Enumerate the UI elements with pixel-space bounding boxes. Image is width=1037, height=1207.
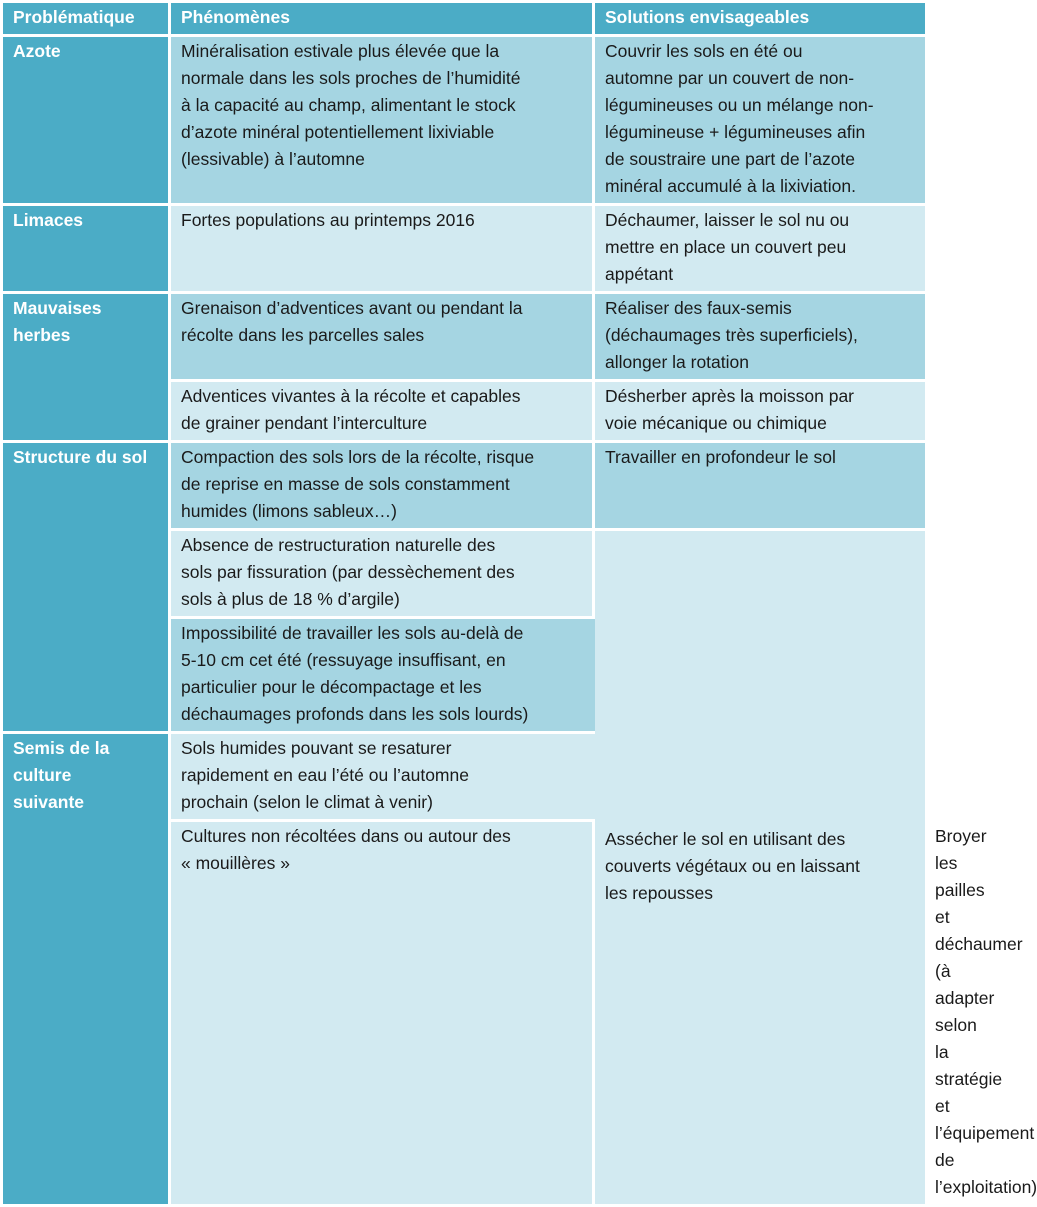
phenomene-cell: Adventices vivantes à la récolte et capables de grainer pendant l’interculture <box>171 382 595 443</box>
header-row <box>3 3 925 37</box>
header-solutions: Solutions envisageables <box>595 3 925 37</box>
table-row-structure-sol <box>3 443 925 531</box>
table-row-limaces <box>3 206 925 294</box>
phenomene-cell: Minéralisation estivale plus élevée que la normale dans les sols proches de l’humidité à la capacité au champ, alimentant le stock d’azote minéral potentiellement lixiviable (lessivable) à l’automne <box>171 37 595 206</box>
problem-cell: Limaces <box>3 206 171 294</box>
phenomene-cell: Grenaison d’adventices avant ou pendant la récolte dans les parcelles sales <box>171 294 595 382</box>
phenomene-cell: Absence de restructuration naturelle des sols par fissuration (par dessèchement des sols à plus de 18 % d’argile) <box>171 531 595 619</box>
solution-cell: Travailler en profondeur le sol <box>595 443 925 531</box>
solution-cell: Déchaumer, laisser le sol nu ou mettre en place un couvert peu appétant <box>595 206 925 294</box>
phenomene-cell: Sols humides pouvant se resaturer rapidement en eau l’été ou l’automne prochain (selon le climat à venir) <box>171 734 595 822</box>
problems-table <box>3 3 1037 1207</box>
solution-cell: Désherber après la moisson par voie mécanique ou chimique <box>595 382 925 443</box>
header-problematique: Problématique <box>3 3 171 37</box>
problem-cell: Azote <box>3 37 171 206</box>
header-phenomenes: Phénomènes <box>171 3 595 37</box>
solution-cell-shared: Assécher le sol en utilisant des couverts végétaux ou en laissant les repousses <box>595 531 925 1207</box>
problem-cell: Semis de la culture suivante <box>3 734 171 1207</box>
phenomene-cell: Fortes populations au printemps 2016 <box>171 206 595 294</box>
problem-cell: Structure du sol <box>3 443 171 734</box>
table-row-semis-2: Cultures non récoltées dans ou autour des « mouillères » Broyer les pailles et déchaumer (à adapter selon la stratégie et l’équipement de l’exploitation) <box>3 822 925 1207</box>
phenomene-cell: Impossibilité de travailler les sols au-delà de 5-10 cm cet été (ressuyage insuffisant, en particulier pour le décompactage et les déchaumages profonds dans les sols lourds) <box>171 619 595 734</box>
phenomene-cell: Compaction des sols lors de la récolte, risque de reprise en masse de sols constamment humides (limons sableux…) <box>171 443 595 531</box>
solution-cell: Réaliser des faux-semis (déchaumages très superficiels), allonger la rotation <box>595 294 925 382</box>
table-row-azote <box>3 37 925 206</box>
table-row-mauvaises-herbes <box>3 294 925 382</box>
phenomene-cell: Cultures non récoltées dans ou autour des « mouillères » <box>171 822 595 1207</box>
problem-cell: Mauvaises herbes <box>3 294 171 443</box>
solution-cell: Couvrir les sols en été ou automne par un couvert de non- légumineuses ou un mélange non- légumineuse + légumineuses afin de soustraire une part de l’azote minéral accumulé à la lixiviation. <box>595 37 925 206</box>
